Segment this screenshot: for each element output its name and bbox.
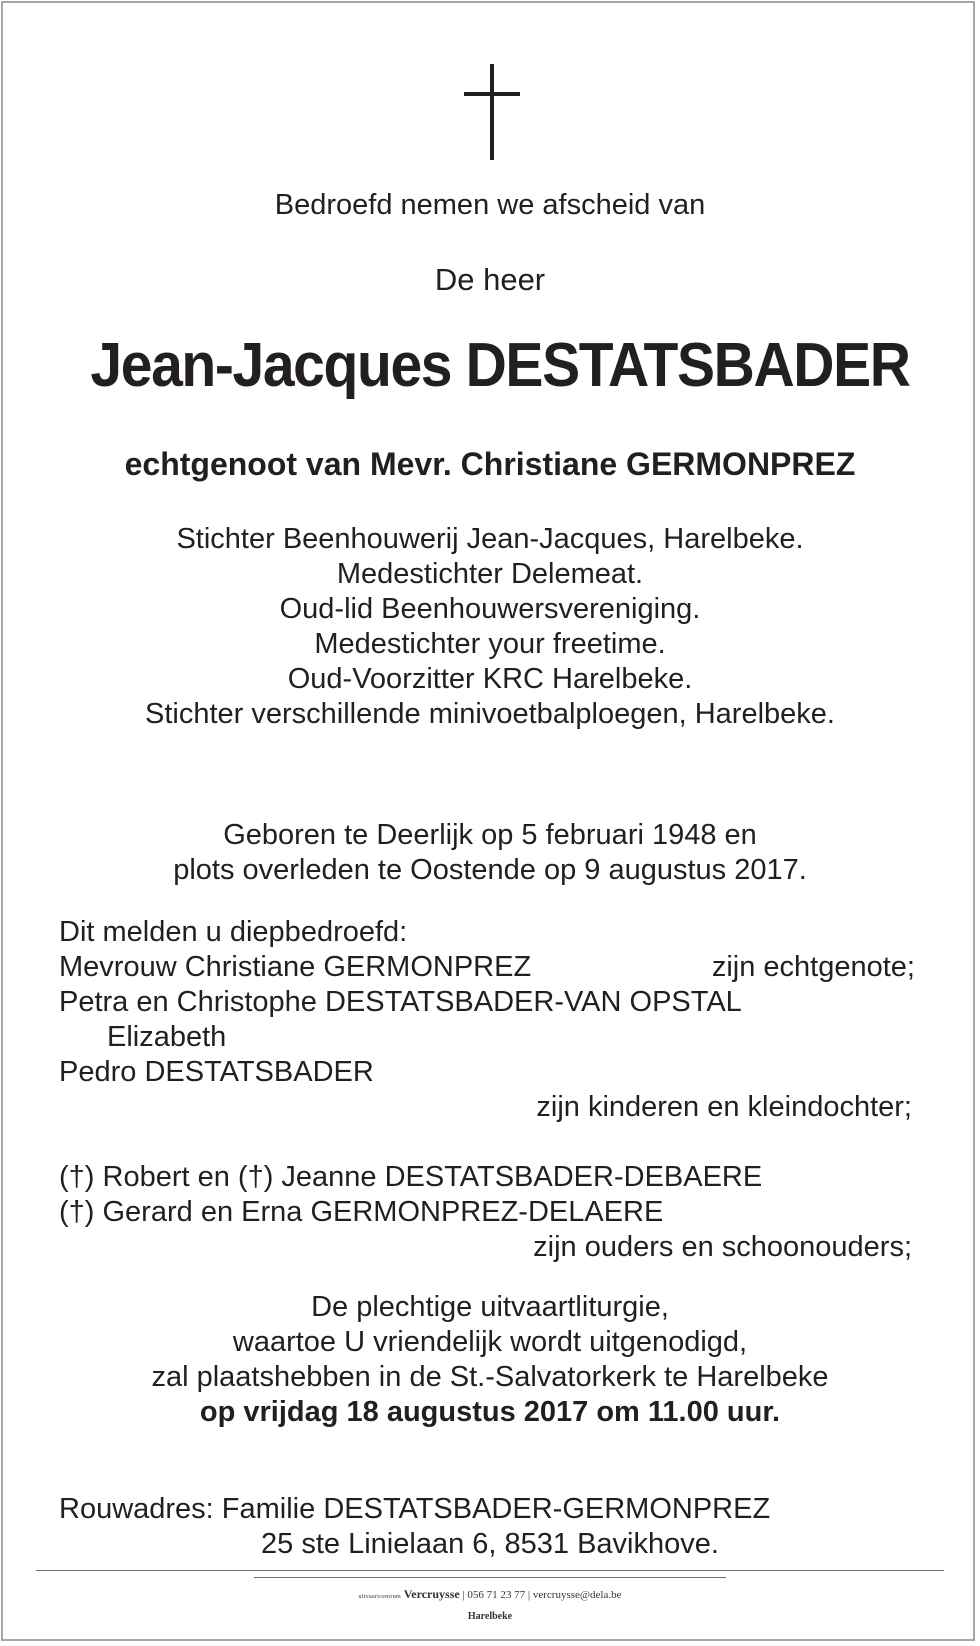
address-line1: Rouwadres: Familie DESTATSBADER-GERMONPREZ [59,1493,771,1525]
family-intro: Dit melden u diepbedroefd: [59,916,408,948]
footer-city: Harelbeke [467,1611,513,1622]
role-item: Oud-lid Beenhouwersvereniging. [279,593,701,625]
divider-outer [36,1570,944,1571]
birth-line: Geboren te Deerlijk op 5 februari 1948 en [223,819,757,851]
divider-inner [254,1577,726,1578]
role-item: Medestichter your freetime. [314,628,666,660]
footer-separator: | [527,1589,531,1601]
role-item: Stichter Beenhouwerij Jean-Jacques, Harelbeke. [176,523,804,555]
footer-phone: 056 71 23 77 [467,1589,526,1601]
family-parents1: (†) Robert en (†) Jeanne DESTATSBADER-DEBAERE [59,1161,763,1193]
title-text: De heer [434,262,546,297]
role-item: Stichter verschillende minivoetbalploegen, Harelbeke. [145,698,835,730]
funeral-line3: zal plaatshebben in de St.-Salvatorkerk te Harelbeke [151,1361,829,1393]
spouse-line: echtgenoot van Mevr. Christiane GERMONPREZ [124,446,856,482]
funeral-home-logo: Vercruysse [403,1587,460,1601]
family-children-role: zijn kinderen en kleindochter; [536,1091,912,1123]
family-parents2: (†) Gerard en Erna GERMONPREZ-DELAERE [59,1196,664,1228]
intro-text: Bedroefd nemen we afscheid van [274,189,706,221]
role-item: Medestichter Delemeat. [336,558,644,590]
address-line2: 25 ste Linielaan 6, 8531 Bavikhove. [261,1528,719,1560]
family-child1: Petra en Christophe DESTATSBADER-VAN OPSTAL [59,986,742,1018]
footer-separator: | [462,1589,465,1601]
footer-email: vercruysse@dela.be [532,1589,622,1601]
cross-icon [464,64,520,160]
family-spouse-role: zijn echtgenote; [711,951,915,983]
footer-small-label: uitvaartcentrum [358,1594,401,1600]
funeral-datetime: op vrijdag 18 augustus 2017 om 11.00 uur. [199,1396,781,1428]
death-line: plots overleden te Oostende op 9 augustus 2017. [173,854,807,886]
funeral-line2: waartoe U vriendelijk wordt uitgenodigd, [232,1326,748,1358]
role-item: Oud-Voorzitter KRC Harelbeke. [287,663,693,695]
family-spouse-name: Mevrouw Christiane GERMONPREZ [59,951,532,983]
family-child2: Pedro DESTATSBADER [59,1056,374,1088]
funeral-line1: De plechtige uitvaartliturgie, [311,1291,669,1323]
deceased-name: Jean-Jacques DESTATSBADER [90,331,910,400]
family-grandchild: Elizabeth [107,1021,227,1053]
funeral-home-info [0,1586,980,1605]
family-parents-role: zijn ouders en schoonouders; [533,1231,912,1263]
